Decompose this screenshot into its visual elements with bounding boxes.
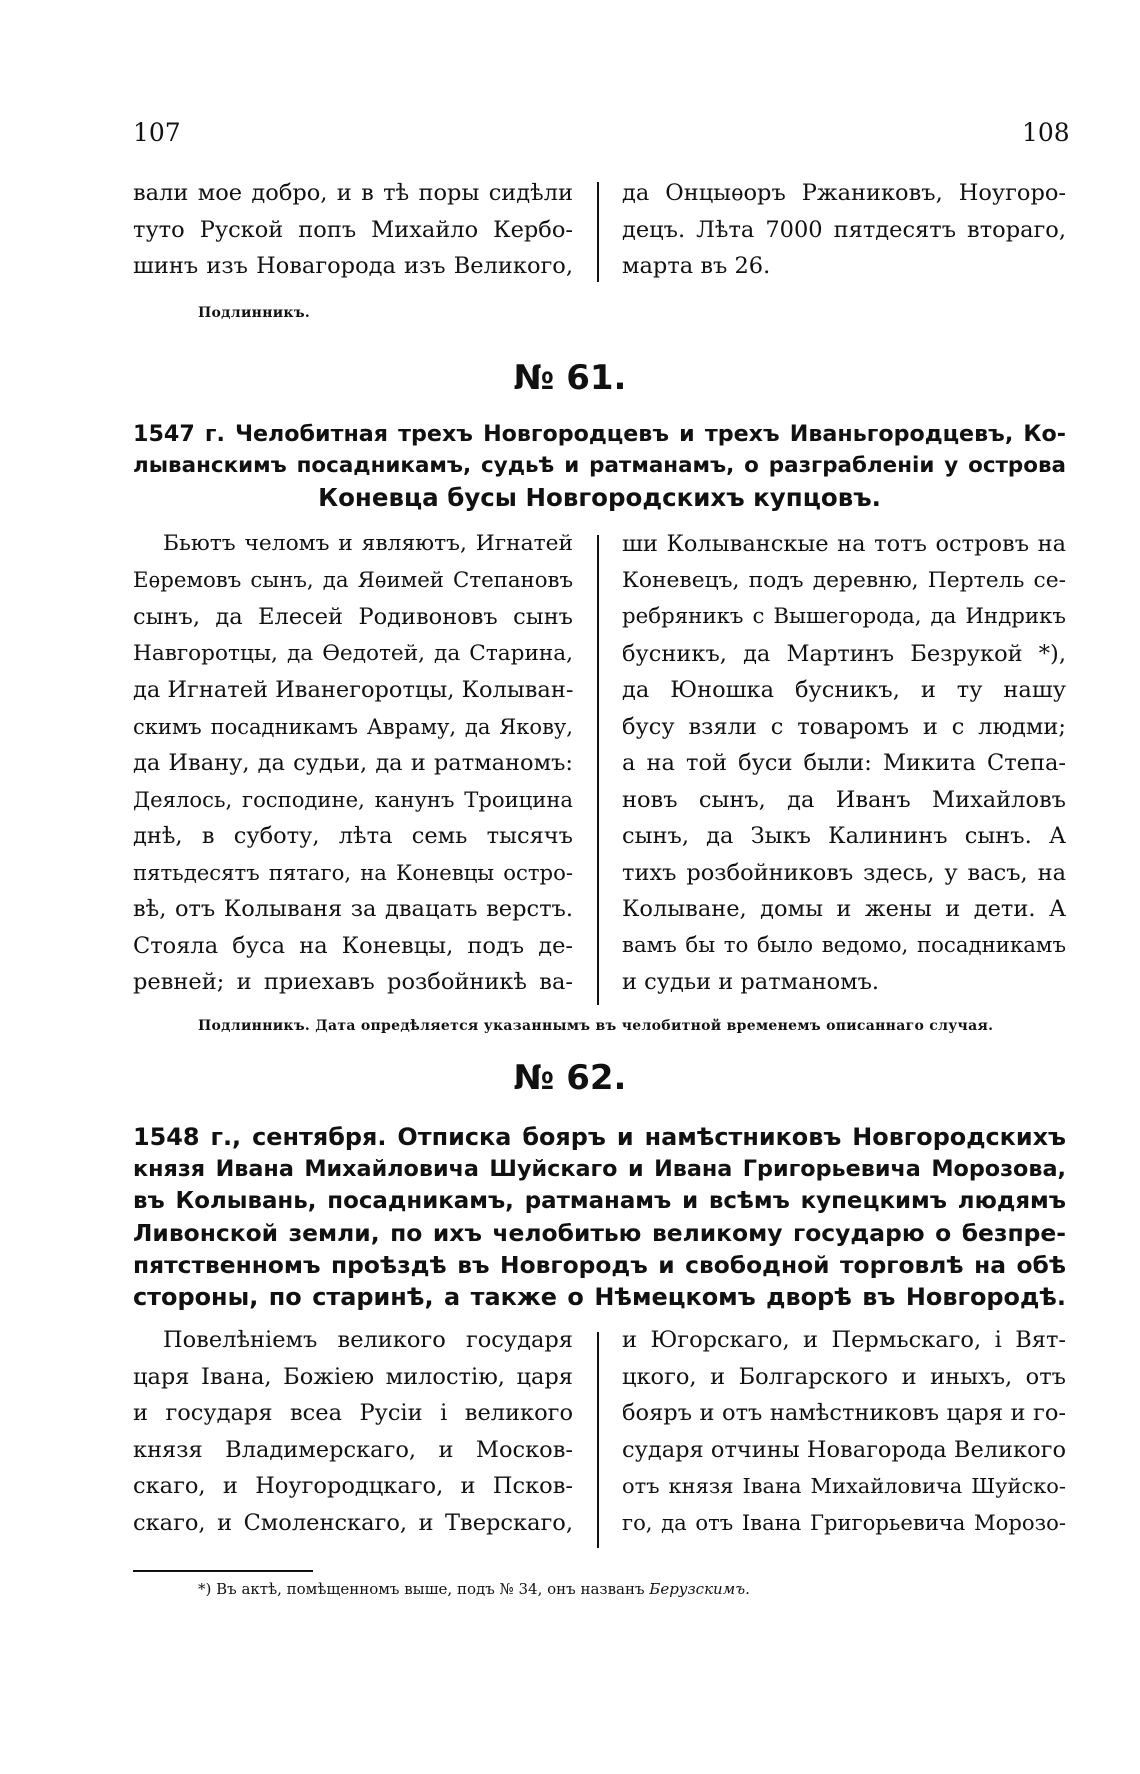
top-left-column xyxy=(133,175,573,285)
text-line: Стояла буса на Коневцы, подъ де- xyxy=(133,932,573,959)
doc61-right-column xyxy=(622,526,1066,1001)
footnote-italic-word: Берузскимъ. xyxy=(649,1580,750,1598)
column-divider xyxy=(597,1332,599,1548)
text-line: цкого, и Болгарского и иныхъ, отъ xyxy=(622,1363,1066,1390)
text-line: Колыване, домы и жены и дети. А xyxy=(622,896,1066,922)
text-line: да Игнатей Иванегоротцы, Колыван- xyxy=(133,677,573,703)
text-line: скаго, и Ноугородцкаго, и Псков- xyxy=(133,1473,573,1499)
text-line: го, да отъ Івана Григорьевича Морозо- xyxy=(622,1509,1066,1535)
text-line: князя Владимерскаго, и Москов- xyxy=(133,1436,573,1463)
heading-line: 1548 г., сентября. Отписка бояръ и намѣстниковъ Новгородскихъ xyxy=(133,1123,1066,1151)
text-line: вамъ бы то было ведомо, посадникамъ xyxy=(622,932,1066,958)
text-line: Бьютъ челомъ и являютъ, Игнатей xyxy=(163,531,573,556)
heading-line: лыванскимъ посадникамъ, судьѣ и ратманамъ, о разграбленіи у острова xyxy=(133,453,1066,478)
text-line: ши Колыванскые на тотъ островъ на xyxy=(622,531,1066,557)
heading-line: въ Колывань, посадникамъ, ратманамъ и всѣмъ купецкимъ людямъ xyxy=(133,1188,1066,1214)
text-line: да Онцыѳоръ Ржаниковъ, Ноугоро- xyxy=(622,180,1066,206)
text-line: скаго, и Смоленскаго, и Тверскаго, xyxy=(133,1509,573,1536)
text-line: и Югорскаго, и Пермьскаго, і Вят- xyxy=(622,1327,1066,1353)
text-line: тихъ розбойниковъ здесь, у васъ, на xyxy=(622,859,1066,886)
text-line: царя Івана, Божіею милостію, царя xyxy=(133,1363,573,1390)
text-line: Навгоротцы, да Ѳедотей, да Старина, xyxy=(133,640,573,666)
heading-line: князя Ивана Михайловича Шуйскаго и Ивана Григорьевича Морозова, xyxy=(133,1156,1066,1182)
text-line: Еѳремовъ сынъ, да Яѳимей Степановъ xyxy=(133,567,573,593)
text-line: новъ сынъ, да Иванъ Михайловъ xyxy=(622,786,1066,813)
doc61-left-column xyxy=(133,526,573,1001)
heading-line: Ливонской земли, по ихъ челобитью великому государю о безпре- xyxy=(133,1219,1066,1247)
document-number: № 61. xyxy=(513,358,627,398)
text-line: а на той буси были: Микита Степа- xyxy=(622,750,1066,776)
text-line: сынъ, да Елесей Родивоновъ сынъ xyxy=(133,604,573,630)
doc62-left-column xyxy=(133,1322,573,1541)
document-heading xyxy=(133,418,1066,514)
text-line: Повелѣніемъ великого государя xyxy=(163,1327,573,1353)
footnote-rule xyxy=(133,1570,313,1572)
right-page-number: 108 xyxy=(1022,118,1070,147)
text-line: пятьдесятъ пятаго, на Коневцы остро- xyxy=(133,859,573,885)
source-note: Подлинникъ. Дата опредѣляется указаннымъ въ челобитной временемъ описаннаго случая. xyxy=(198,1018,994,1034)
footnote-text: *) Въ актѣ, помѣщенномъ выше, подъ № 34, онъ названъ xyxy=(198,1580,645,1598)
text-line: днѣ, в суботу, лѣта семь тысячъ xyxy=(133,823,573,849)
text-line: децъ. Лѣта 7000 пятдесятъ втораго, xyxy=(622,216,1066,243)
text-line: марта въ 26. xyxy=(622,253,771,279)
footnote xyxy=(198,1580,750,1598)
text-line: скимъ посадникамъ Авраму, да Якову, xyxy=(133,713,573,739)
heading-line: стороны, по старинѣ, а также о Нѣмецкомъ дворѣ въ Новгородѣ. xyxy=(133,1283,1066,1311)
text-line: да Ивану, да судьи, да и ратманомъ: xyxy=(133,750,573,776)
document-number: № 62. xyxy=(513,1058,627,1098)
text-line: ребряникъ с Вышегорода, да Индрикъ xyxy=(622,604,1066,629)
text-line: вѣ, отъ Колываня за двацать верстъ. xyxy=(133,896,573,922)
text-line: бусникъ, да Мартинъ Безрукой *), xyxy=(622,640,1066,667)
text-line: отъ князя Івана Михайловича Шуйско- xyxy=(622,1474,1066,1498)
text-line: бусу взяли с товаромъ и с людми; xyxy=(622,713,1066,740)
source-note: Подлинникъ. xyxy=(198,305,311,321)
column-divider xyxy=(597,535,599,1005)
document-heading xyxy=(133,1121,1066,1313)
text-line: и судьи и ратманомъ. xyxy=(622,969,880,995)
text-line: сударя отчины Новагорода Великого xyxy=(622,1436,1066,1463)
text-line: ревней; и приехавъ розбойникѣ ва- xyxy=(133,969,573,995)
text-line: шинъ изъ Новагорода изъ Великого, xyxy=(133,253,573,279)
text-line: бояръ и отъ намѣстниковъ царя и го- xyxy=(622,1400,1066,1426)
text-line: туто Руской попъ Михайло Кербо- xyxy=(133,216,573,243)
left-page-number: 107 xyxy=(133,118,181,147)
heading-line: 1547 г. Челобитная трехъ Новгородцевъ и трехъ Иваньгородцевъ, Ко- xyxy=(133,421,1066,447)
text-line: и государя всеа Русіи і великого xyxy=(133,1400,573,1426)
text-line: вали мое добро, и в тѣ поры сидѣли xyxy=(133,180,573,206)
text-line: Коневецъ, подъ деревню, Пертель се- xyxy=(622,567,1066,593)
column-divider xyxy=(597,182,599,282)
heading-line: Коневца бусы Новгородскихъ купцовъ. xyxy=(318,483,881,512)
top-right-column xyxy=(622,175,1066,285)
heading-line: пятственномъ проѣздѣ въ Новгородъ и свободной торговлѣ на обѣ xyxy=(133,1251,1066,1279)
text-line: сынъ, да Зыкъ Калининъ сынъ. А xyxy=(622,823,1066,849)
text-line: да Юношка бусникъ, и ту нашу xyxy=(622,677,1066,703)
doc62-right-column xyxy=(622,1322,1066,1541)
text-line: Деялось, господине, канунъ Троицина xyxy=(133,786,573,812)
